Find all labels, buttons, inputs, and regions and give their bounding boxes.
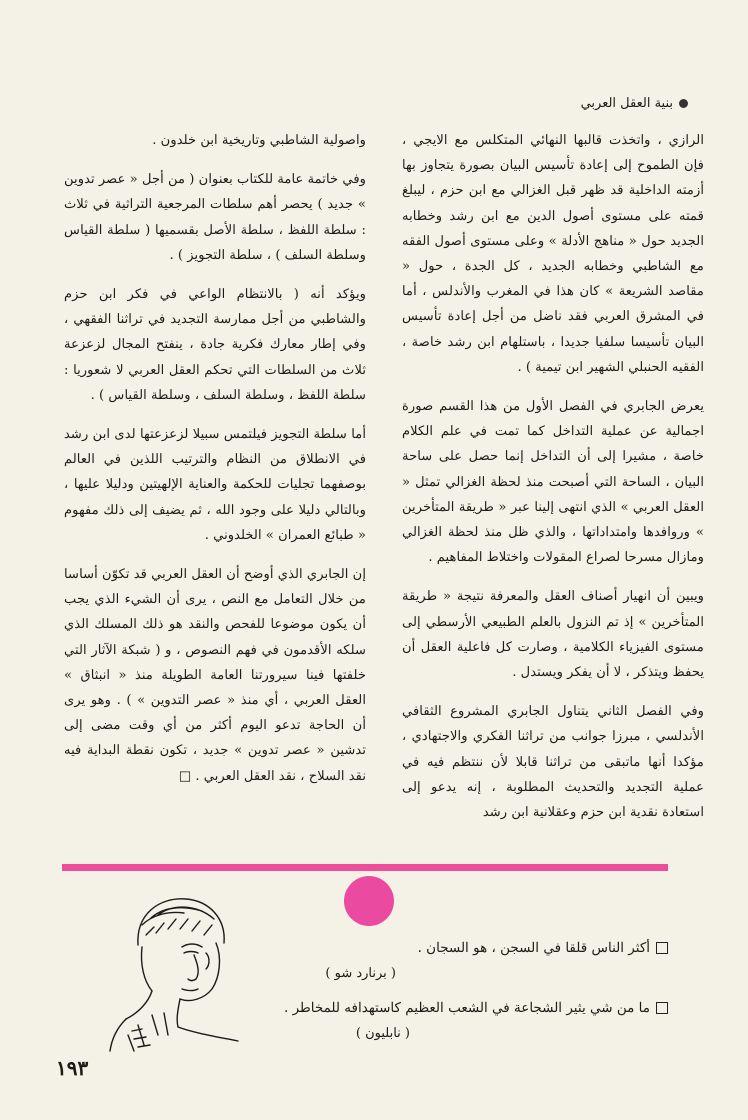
square-bullet-icon: [656, 1002, 668, 1014]
paragraph: وفي الفصل الثاني يتناول الجابري المشروع الثقافي الأندلسي ، مبرزا جوانب من تراثنا الفكري والاجتهادي ، مؤكدا أنها ماتبقى من تراثنا قابلا لأن ننتظم فيه في عملية التجديد والتحديث المطلوبة ، إنه يدعو إلى استعادة نقدية ابن حزم وعقلانية ابن رشد: [402, 704, 704, 821]
square-bullet-icon: [656, 942, 668, 954]
paragraph: يعرض الجابري في الفصل الأول من هذا القسم صورة اجمالية عن عملية التداخل كما تمت في علم الكلام خاصة ، مشيرا إلى أن التداخل إنما حصل على ساحة البيان ، الساحة التي أصبحت منذ لحظة الغزالي تمثل « العقل العربي » الذي انتهى إلينا عبر « طريقة المتأخرين » وروافدها وامتداداتها ، والذي ظل منذ لحظة الغزالي ومازال مسرحا لصراع المقولات واختلاط المفاهيم .: [402, 399, 704, 566]
paragraph: الرازي ، واتخذت قالبها النهائي المتكلس مع الايجي ، فإن الطموح إلى إعادة تأسيس البيان بصورة يتجاوز بها أزمته الداخلية قد ظهر قبل الغزالي مع ابن حزم ، ليبلغ قمته على مستوى أصول الدين مع ابن رشد وخطابه الجديد حول « مناهج الأدلة » وعلى مستوى أصول الفقه مع الشاطبي وخطابه الجديد ، كل الجدة ، حول « مقاصد الشريعة » كان هذا في المغرب والأندلس ، أما في المشرق العربي فقد ناضل من أجل إعادة تأسيس البيان تأسيسا سلفيا جديدا ، باستلهام ابن رشد خاصة ، الفقيه الحنبلي الشهير ابن تيمية ) .: [402, 133, 704, 375]
bullet-dot-icon: [679, 99, 688, 108]
pink-divider-bar: [62, 864, 668, 871]
left-text-column: [64, 128, 366, 803]
paragraph: وفي خاتمة عامة للكتاب بعنوان ( من أجل « عصر تدوين » جديد ) يحصر أهم سلطات المرجعية التراثية في ثلاث : سلطة اللفظ ، سلطة الأصل بقسميها ( سلطة القياس وسلطة السلف ) ، سلطة التجويز ) .: [64, 172, 366, 263]
running-header: [581, 96, 688, 111]
quote-author: ( برنارد شو ): [325, 966, 396, 981]
paragraph: إن الجابري الذي أوضح أن العقل العربي قد تكوّن أساسا من خلال التعامل مع النص ، يرى أن الشيء الذي يجب أن يكون موضوعا للفحص والنقد هو ذلك المسلك الذي سلكه الأقدمون في فهم النصوص ، و ( شبكة الآثار التي خلفتها فينا سيرورتنا العامة الطويلة منذ « انبثاق » العقل العربي ، أي منذ « عصر التدوين » ) . وهو يرى أن الحاجة تدعو اليوم أكثر من أي وقت مضى إلى تدشين « عصر تدوين » جديد ، تكون نقطة البداية فيه نقد السلاح ، نقد العقل العربي . □: [64, 567, 366, 784]
paragraph: ويبين أن انهيار أصناف العقل والمعرفة نتيجة « طريقة المتأخرين » إذ تم النزول بالعلم الطبيعي الأرسطي إلى مستوى الفيزياء الكلامية ، وصارت كل فاعلية العقل أن يحفظ ويتذكر ، لا أن يفكر ويستدل .: [402, 589, 704, 681]
running-header-title: بنية العقل العربي: [580, 96, 673, 111]
quote-text: ما من شي يثير الشجاعة في الشعب العظيم كاستهدافه للمخاطر .: [284, 1000, 650, 1016]
right-text-column: [402, 128, 704, 839]
quote-1: [418, 940, 668, 956]
napoleon-portrait-sketch: [98, 885, 248, 1055]
paragraph: أما سلطة التجويز فيلتمس سبيلا لزعزعتها لدى ابن رشد في الانطلاق من النظام والترتيب اللذين في العالم بوصفهما تجليات للحكمة والعناية الإلهيتين ودليلا عليها ، وبالتالي دليلا على وجود الله ، ثم يضيف إلى ذلك مفهوم « طبائع العمران » الخلدوني .: [64, 427, 366, 543]
quote-text: أكثر الناس قلقا في السجن ، هو السجان .: [417, 940, 650, 956]
quote-2: [284, 1000, 668, 1016]
paragraph: واصولية الشاطبي وتاريخية ابن خلدون .: [152, 133, 366, 148]
page-number: ١٩٣: [56, 1056, 89, 1080]
paragraph: ويؤكد أنه ( بالانتظام الواعي في فكر ابن حزم والشاطبي من أجل ممارسة التجديد في تراثنا الفقهي ، وفي إطار معارك فكرية جادة ، ينفتح المجال لزعزعة ثلاث من السلطات التي تحكم العقل العربي لا شعوريا : سلطة اللفظ ، وسلطة السلف ، وسلطة القياس ) .: [64, 287, 366, 403]
quote-author: ( نابليون ): [355, 1026, 410, 1041]
pink-circle-ornament: [344, 876, 394, 926]
